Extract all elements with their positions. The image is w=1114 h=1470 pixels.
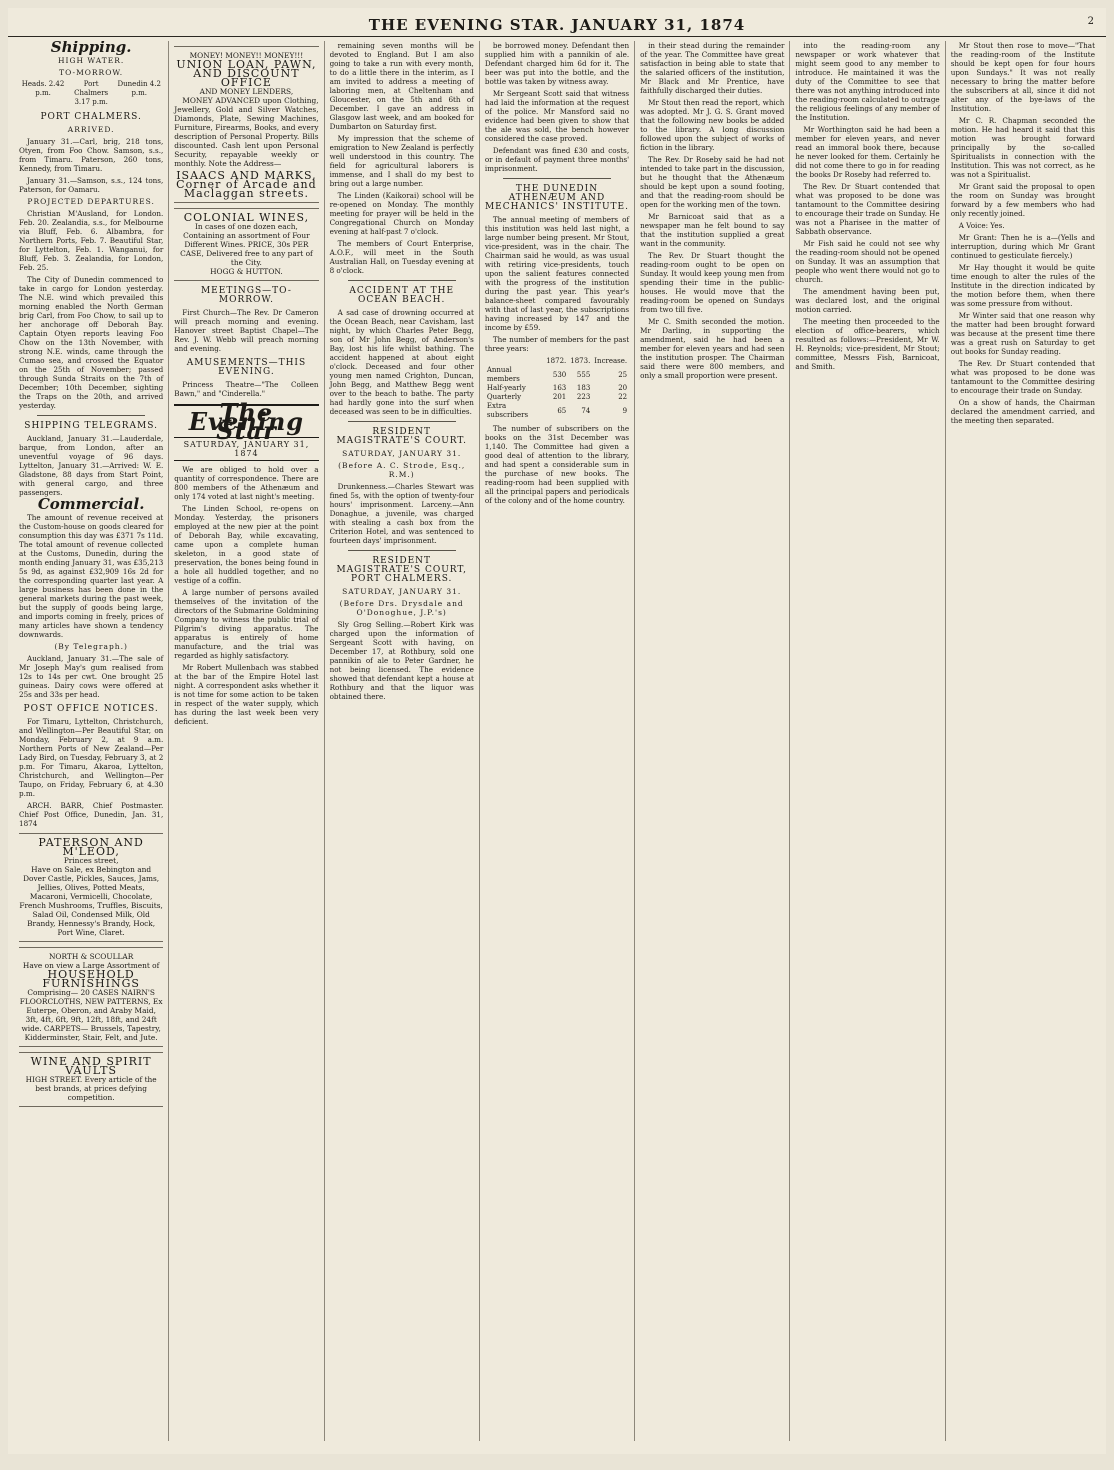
departures-text: Christian M'Ausland, for London. Feb. 20. Zealandia, s.s., for Melbourne via Bluff, Feb. 6. Albambra, for Northern Ports, Feb. 7. Beautiful Star, for Lyttelton, Feb. 1. Wanganui, for Bluff, Feb. 3. Zealandia, for London, Feb. 25. — [19, 209, 164, 272]
pc-court-date: SATURDAY, JANUARY 31. — [342, 587, 462, 596]
divider — [348, 421, 456, 422]
post-office-heading: POST OFFICE NOTICES. — [23, 704, 159, 714]
rm-court-date: SATURDAY, JANUARY 31. — [342, 449, 462, 458]
ad-money-sub: AND MONEY LENDERS, — [199, 87, 294, 96]
table-cell: Extra subscribers — [486, 402, 529, 419]
page-number: 2 — [1087, 16, 1094, 27]
col3-para-3: The Linden (Kaikorai) school will be re-opened on Monday. The monthly meeting for prayer will be held in the Congregational Church on Monday evening at half-past 7 o'clock. — [329, 191, 474, 236]
ad-wines-big: COLONIAL WINES, — [183, 211, 310, 224]
accident-heading: ACCIDENT AT THE OCEAN BEACH. — [349, 286, 455, 305]
tide-heads: Heads. 2.42 p.m. — [21, 80, 65, 97]
telegrams-heading: SHIPPING TELEGRAMS. — [24, 421, 158, 431]
leader-3: A large number of persons availed themselves of the invitation of the directors of the Submarine Goldmining Company to witness the public trial of Pilgrim's diving apparatus. The apparatus is entirely of home manufacture, and the trial was regarded as highly satisfactory. — [174, 588, 319, 660]
post-office-sign: ARCH. BARR, Chief Postmaster. Chief Post Office, Dunedin, Jan. 31, 1874 — [19, 801, 164, 828]
amusements-heading: AMUSEMENTS—THIS EVENING. — [186, 358, 307, 377]
table-cell: 223 — [576, 393, 591, 401]
col7-para-4: A Voice: Yes. — [958, 221, 1005, 230]
table-cell: 74 — [581, 406, 591, 415]
divider — [348, 280, 456, 281]
table-cell: 163 — [552, 384, 567, 392]
meetings-text: First Church—The Rev. Dr Cameron will preach morning and evening. Hanover street Baptist Chapel—The Rev. J. W. Webb will preach morning and evening. — [174, 308, 319, 353]
shipping-news: The City of Dunedin commenced to take in cargo for London yesterday. The N.E. wind which prevailed this morning enabled the North German brig Carl, from Foo Chow, to sail up to her anchorage off Deborah Bay. Captain Otyen reports leaving Foo Chow on the 13th November, with strong N.E. winds, came through the Cumao sea, and crossed the Equator on the 25th of November; passed through Sunda Straits on the 7th of December; 10th December, sighting the Traps on the 20th, and arrived yesterday. — [19, 275, 164, 410]
column-2 — [169, 41, 324, 1441]
col6-para-2: Mr Worthington said he had been a member for eleven years, and never read an immoral book there, because he never looked for them. Certainly he did not come there to go in for reading the books Dr Roseby had referred to. — [795, 125, 940, 179]
tomorrow-label: TO-MORROW. — [59, 68, 124, 77]
table-row — [485, 384, 629, 393]
col5-para-1: in their stead during the remainder of the year. The Committee have great satisfaction in being able to state that the salaried officers of the institution, Mr Black and Mr Prentice, have faithfully discharged their duties. — [640, 41, 785, 95]
arrived-heading: ARRIVED. — [67, 125, 115, 134]
dateline: SATURDAY, JANUARY 31, 1874 — [174, 440, 318, 461]
col3-para-2: My impression that the scheme of emigration to New Zealand is perfectly well understood in this country. The field for agricultural laborers is immense, and I shall do my best to bring out a large number. — [329, 134, 474, 188]
col6-para-5: The amendment having been put, was declared lost, and the original motion carried. — [795, 287, 940, 314]
col5-para-5: The Rev. Dr Stuart thought the reading-room ought to be open on Sunday. It would keep young men from spending their time in the public-houses. He would move that the reading-room be opened on Sundays from two till five. — [640, 251, 785, 314]
leader-2: The Linden School, re-opens on Monday. Yesterday, the prisoners employed at the new pier at the point of Deborah Bay, while excavating, came upon a complete human skeleton, in a good state of preservation, the bones being found in a hole all huddled together, and no vestige of a coffin. — [174, 504, 319, 585]
table-cell: 65 — [557, 406, 567, 415]
ad-north-big: HOUSEHOLD FURNISHINGS — [42, 968, 140, 990]
ad-north-title: NORTH & SCOULLAR — [48, 952, 134, 961]
leader-1: We are obliged to hold over a quantity of correspondence. There are 800 members of the Athenæum and only 174 voted at last night's meeting. — [174, 465, 319, 501]
masthead — [8, 8, 1106, 37]
table-cell: 201 — [552, 393, 567, 401]
commercial-heading: Commercial. — [37, 495, 145, 513]
accident-text: A sad case of drowning occurred at the Ocean Beach, near Cavisham, last night, by which Charles Peter Begg, son of Mr John Begg, of Anderson's Bay, lost his life whilst bathing. The accident happened at about eight o'clock. Deceased and four other young men named Crighton, Duncan, John Begg, and Matthew Begg went over to the beach to bathe. The party had hardly gone into the surf when deceased was seen to be in difficulties. — [329, 308, 474, 416]
ad-wines-text: In cases of one dozen each, Containing an assortment of Four Different Wines. PRICE, 30s PER CASE, Delivered free to any part of the City. — [180, 222, 313, 267]
table-row — [485, 393, 629, 402]
column-7 — [946, 41, 1100, 1441]
shipping-heading: Shipping. — [50, 41, 132, 56]
col7-para-6: Mr Hay thought it would be quite time enough to alter the rules of the Institute in the direction indicated by the motion before them, when there was some pressure from without. — [950, 263, 1095, 308]
col7-para-1: Mr Stout then rose to move—"That the reading-room of the Institute should be kept open for four hours upon Sundays." It was not really necessary to bring the matter before the subscribers at all, since it did not alter any of the bye-laws of the Institution. — [950, 41, 1095, 113]
table-cell: 25 — [618, 370, 628, 379]
sailed-text: January 31.—Samson, s.s., 124 tons, Paterson, for Oamaru. — [19, 176, 164, 194]
col7-para-8: The Rev. Dr Stuart contended that what was proposed to be done was tantamount to the Committee desiring to encourage their trade on Sunday. — [950, 359, 1095, 395]
columns — [8, 37, 1106, 1441]
newspaper-page — [8, 8, 1106, 1454]
table-cell — [485, 357, 544, 366]
table-cell: 530 — [552, 370, 567, 379]
ad-money — [174, 46, 318, 203]
ad-paterson — [19, 833, 163, 942]
table-row — [485, 366, 629, 384]
col7-para-7: Mr Winter said that one reason why the matter had been brought forward was because at the present time there was a great rush on Saturday to get out books for Sunday reading. — [950, 311, 1095, 356]
col4-para-3: Defendant was fined £30 and costs, or in default of payment three months' imprisonment. — [484, 146, 630, 173]
leader-4: Mr Robert Mullenbach was stabbed at the bar of the Empire Hotel last night. A correspondent asks whether it is not time for some action to be taken in respect of the water supply, which has during the last week been very deficient. — [174, 663, 319, 726]
table-cell: 9 — [622, 406, 628, 415]
pc-court-before: (Before Drs. Drysdale and O'Donoghue, J.P.'s) — [339, 599, 464, 617]
rm-court-heading: RESIDENT MAGISTRATE'S COURT. — [336, 427, 467, 446]
table-cell: 555 — [576, 370, 591, 379]
masthead-title: THE EVENING STAR. JANUARY 31, 1874 — [368, 16, 746, 34]
ad-wine-big: WINE AND SPIRIT VAULTS — [30, 1055, 152, 1077]
ad-money-head: MONEY! MONEY!! MONEY!!! — [189, 51, 304, 60]
table-cell: Quarterly — [486, 393, 522, 401]
ad-money-addr: ISAACS AND MARKS, Corner of Arcade and Maclaggan streets. — [176, 169, 317, 200]
table-cell: Annual members — [486, 366, 520, 383]
telegrams-text: Auckland, January 31.—Lauderdale, barque, from London, after an uneventful voyage of 96 days. Lyttelton, January 31.—Arrived: W. E. Gladstone, 88 days from Start Point, with general cargo, and three passengers. — [19, 434, 164, 497]
column-6 — [790, 41, 945, 1441]
table-cell: Increase. — [594, 357, 628, 365]
table-row — [485, 357, 629, 366]
col7-para-3: Mr Grant said the proposal to open the room on Sunday was brought forward by a few members who had only recently joined. — [950, 182, 1095, 218]
ad-wine-vaults — [19, 1052, 163, 1107]
telegraph-label: (By Telegraph.) — [54, 642, 128, 651]
rm-court-text: Drunkenness.—Charles Stewart was fined 5s, with the option of twenty-four hours' imprisonment. Larceny.—Ann Donaghue, a juvenile, was charged with stealing a cash box from the Criterion Hotel, and was sentenced to fourteen days' imprisonment. — [329, 482, 474, 545]
ad-north-scoullar — [19, 947, 163, 1047]
table-cell: Half-yearly — [486, 384, 526, 392]
departures-heading: PROJECTED DEPARTURES. — [27, 197, 155, 206]
ad-money-title: UNION LOAN, PAWN, AND DISCOUNT OFFICE — [176, 58, 317, 89]
table-cell: 1872. — [546, 357, 567, 365]
commercial-text: The amount of revenue received at the Custom-house on goods cleared for consumption this day was £371 7s 11d. The total amount of revenue collected at the Customs, Dunedin, during the month ending January 31, was £35,213 5s 9d, as against £32,909 16s 2d for the corresponding quarter last year. A large business has been done in the general markets during the past week, but the supply of goods being large, and imports coming in freely, prices of many articles have shown a tendency downwards. — [19, 513, 164, 639]
col7-para-9: On a show of hands, the Chairman declared the amendment carried, and the meeting then separated. — [950, 398, 1095, 425]
ad-wines-sign: HOGG & HUTTON. — [210, 267, 283, 276]
table-cell: 20 — [618, 384, 628, 392]
ad-paterson-title: PATERSON AND M'LEOD, — [38, 836, 144, 858]
table-cell: 183 — [576, 384, 591, 392]
col6-para-3: The Rev. Dr Stuart contended that what was proposed to be done was tantamount to the Committee desiring to encourage their trade on Sunday. He was not a Pharisee in the matter of Sabbath observance. — [795, 182, 940, 236]
pc-court-text: Sly Grog Selling.—Robert Kirk was charged upon the information of Sergeant Scott with having, on December 17, at Rothbury, sold one pannikin of ale to Peter Gardner, he not being licensed. The evidence showed that defendant kept a house at Rothbury and that the liquor was obtained there. — [329, 620, 474, 701]
col6-para-6: The meeting then proceeded to the election of office-bearers, which resulted as follows:—President, Mr W. H. Reynolds; vice-president, Mr Stout; committee, Messrs Fish, Barnicoat, and Smith. — [795, 317, 940, 371]
athenaeum-text-2: The number of subscribers on the books on the 31st December was 1,140. The Committee had given a good deal of attention to the library, and had spent a considerable sum in the purchase of new books. The reading-room had been supplied with all the principal papers and periodicals of the colony and of the home country. — [484, 424, 630, 505]
divider — [37, 415, 145, 416]
port-heading: PORT CHALMERS. — [40, 112, 142, 122]
col7-para-2: Mr C. R. Chapman seconded the motion. He had heard it said that this motion was brought forward principally by the so-called Spiritualists in connection with the Institution. This was not correct, as he was not a Spiritualist. — [950, 116, 1095, 179]
col6-para-4: Mr Fish said he could not see why the reading-room should not be opened on Sunday. It was an assumption that people who went there would not go to church. — [795, 239, 940, 284]
ad-north-text: Comprising— 20 CASES NAIRN'S FLOORCLOTHS, NEW PATTERNS, Ex Euterpe, Oberon, and Araby Maid, 3ft, 4ft, 6ft, 9ft, 12ft, 18ft, and 24ft wide. CARPETS— Brussels, Tapestry, Kidderminster, Stair, Felt, and Jute. — [19, 988, 163, 1042]
tide-dunedin: Dunedin 4.2 p.m. — [117, 80, 161, 97]
col6-para-1: into the reading-room any newspaper or work whatever that might seem good to any member to introduce. He maintained it was the duty of the Committee to see that there was not anything introduced into the reading-room calculated to outrage the religious feelings of any member of the Institution. — [795, 41, 940, 122]
col5-para-6: Mr C. Smith seconded the motion. Mr Darling, in supporting the amendment, said he had been a member for eleven years and had seen the institution prosper. The Chairman said there were 800 members, and only a small proportion were present. — [640, 317, 785, 380]
ad-money-text: MONEY ADVANCED upon Clothing, Jewellery, Gold and Silver Watches, Diamonds, Plate, Sewing Machines, Furniture, Firearms, Books, and every description of Personal Property. Bills discounted. Cash lent upon Personal Security, repayable weekly or monthly. Note the Address— — [174, 96, 319, 168]
col7-para-5: Mr Grant: Then he is a—(Yells and interruption, during which Mr Grant continued to gesticulate fiercely.) — [950, 233, 1095, 260]
pc-court-heading: RESIDENT MAGISTRATE'S COURT, PORT CHALMERS. — [336, 556, 467, 584]
divider — [348, 550, 456, 551]
table-row — [485, 402, 629, 420]
stats-caption: The number of members for the past three years: — [484, 335, 630, 353]
ad-north-sub: Have on view a Large Assortment of — [22, 961, 160, 970]
tide-table — [19, 80, 163, 107]
ad-colonial-wines — [174, 208, 318, 281]
column-3 — [325, 41, 480, 1441]
col4-para-1: be borrowed money. Defendant then supplied him with a pannikin of ale. Defendant charged him 6d for it. The beer was put into the bottle, and the bottle was taken by witness away. — [484, 41, 630, 86]
col4-para-2: Mr Sergeant Scott said that witness had laid the information at the request of the police. Mr Mansford said no evidence had been given to show that the ale was sold, the bench however considered the case proved. — [484, 89, 630, 143]
amusements-text: Princess Theatre—"The Colleen Bawn," and "Cinderella." — [174, 380, 319, 398]
membership-table — [485, 357, 629, 420]
telegraph-text: Auckland, January 31.—The sale of Mr Joseph May's gum realised from 12s to 14s per cwt. One brought 25 guineas. Dairy cows were offered at 25s and 33s per head. — [19, 654, 164, 699]
meetings-heading: MEETINGS—TO-MORROW. — [200, 286, 292, 305]
athenaeum-text: The annual meeting of members of this institution was held last night, a large number being present. Mr Stout, vice-president, was in the chair. The Chairman said he would, as was usual with retiring vice-presidents, touch upon the salient features connected with the progress of the institution during the past year. This year's balance-sheet compared favourably with that of last year, the subscriptions having increased by 147 and the income by £59. — [484, 215, 630, 332]
column-4 — [480, 41, 635, 1441]
col3-para-1: remaining seven months will be devoted to England. But I am also going to take a run with every month, to do a little there in the interim, as I am invited to address a meeting of laboring men, at Cheltenham and Gloucester, on the 5th and 6th of December. I gave an address in Glasgow last week, and am booked for Dumbarton on Saturday first. — [329, 41, 474, 131]
col3-para-4: The members of Court Enterprise, A.O.F., will meet in the South Australian Hall, on Tuesday evening at 8 o'clock. — [329, 239, 474, 275]
table-cell: 1873. — [570, 357, 591, 365]
tide-port: Port Chalmers 3.17 p.m. — [74, 80, 109, 106]
divider — [503, 178, 611, 179]
col5-para-3: The Rev. Dr Roseby said he had not intended to take part in the discussion, but he thought that the Athenæum should be kept upon a sound footing, and that the reading-room should be open for the working men of the town. — [640, 155, 785, 209]
post-office-text: For Timaru, Lyttelton, Christchurch, and Wellington—Per Beautiful Star, on Monday, February 2, at 9 a.m. Northern Ports of New Zealand—Per Lady Bird, on Tuesday, February 3, at 2 p.m. For Timaru, Akaroa, Lyttelton, Christchurch, and Wellington—Per Taupo, on Friday, February 6, at 4.30 p.m. — [19, 717, 164, 798]
high-water-heading: HIGH WATER. — [58, 56, 125, 65]
column-1 — [14, 41, 169, 1441]
arrived-text: January 31.—Carl, brig, 218 tons, Otyen, from Foo Chow. Samson, s.s., from Timaru. Paterson, 260 tons, Kennedy, from Timaru. — [19, 137, 164, 173]
ad-wine-text: HIGH STREET. Every article of the best brands, at prices defying competition. — [25, 1075, 157, 1102]
col5-para-4: Mr Barnicoat said that as a newspaper man he felt bound to say that the institution supplied a great want in the community. — [640, 212, 785, 248]
column-5 — [635, 41, 790, 1441]
athenaeum-heading: THE DUNEDIN ATHENÆUM AND MECHANICS' INSTITUTE. — [484, 184, 629, 212]
rm-court-before: (Before A. C. Strode, Esq., R.M.) — [338, 461, 466, 479]
col5-para-2: Mr Stout then read the report, which was adopted. Mr J. G. S. Grant moved that the following new books be added to the library. A long discussion followed upon the subject of works of fiction in the library. — [640, 98, 785, 152]
evening-star-banner: The Evening Star — [174, 404, 318, 438]
table-cell: 22 — [618, 393, 628, 401]
ad-paterson-text: Have on Sale, ex Bebington and Dover Castle, Pickles, Sauces, Jams, Jellies, Olives, Potted Meats, Macaroni, Vermicelli, Chocolate, French Mushrooms, Truffles, Biscuits, Salad Oil, Condensed Milk, Old Brandy, Hennessy's Brandy, Hock, Port Wine, Claret. — [19, 865, 163, 937]
ad-paterson-sub: Princes street, — [63, 856, 119, 865]
